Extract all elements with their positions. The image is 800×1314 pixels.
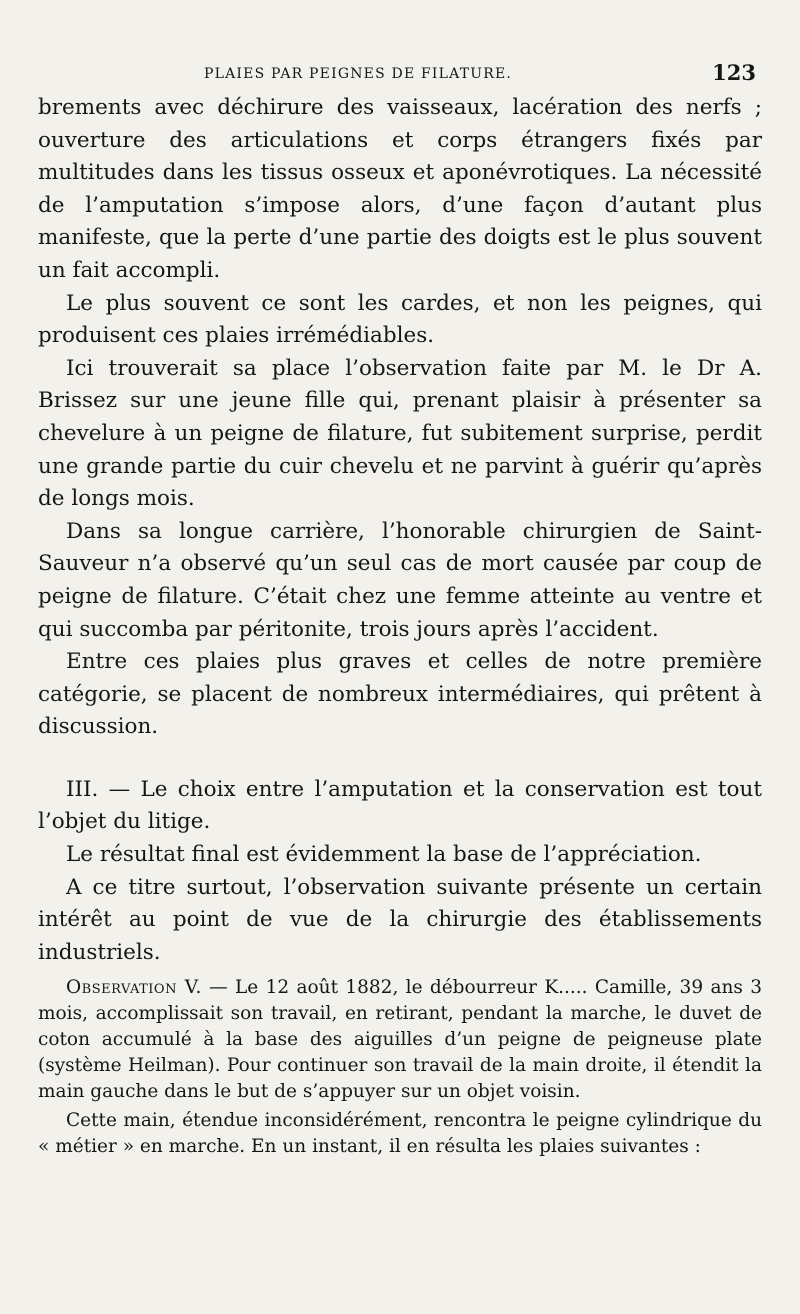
page: [38, 58, 762, 1160]
body-text: [38, 92, 762, 969]
paragraph: Entre ces plaies plus graves et celles de notre première catégorie, se placent de nombreux intermédiaires, qui prêtent à discussion.: [38, 649, 762, 740]
observation-continuation: Cette main, étendue inconsidérément, rencontra le peigne cylindrique du « métier » en marche. En un instant, il en résulta les plaies suivantes :: [38, 1110, 762, 1158]
paragraph: Ici trouverait sa place l’observation faite par M. le Dr A. Brissez sur une jeune fille qui, prenant plaisir à présenter sa chevelure à un peigne de filature, fut subitement surprise, perdit une grande partie du cuir chevelu et ne parvint à guérir qu’après de longs mois.: [38, 355, 762, 512]
observation-label: Observation V.: [66, 977, 202, 999]
paragraph: Le résultat final est évidemment la base de l’appréciation.: [66, 842, 702, 868]
page-number: 123: [712, 60, 756, 85]
observation-paragraph: [38, 975, 762, 1104]
observation-block: [38, 975, 762, 1160]
paragraph: brements avec déchirure des vaisseaux, lacération des nerfs ; ouverture des articulations et corps étrangers fixés par multitudes dans les tissus osseux et aponévrotiques. La nécessité de l’amputation s’impose alors, d’une façon d’autant plus manifeste, que la perte d’une partie des doigts est le plus souvent un fait accompli.: [38, 95, 762, 283]
paragraph: Le plus souvent ce sont les cardes, et non les peignes, qui produisent ces plaies irrémédiables.: [38, 290, 762, 349]
running-title: PLAIES PAR PEIGNES DE FILATURE.: [204, 66, 513, 82]
paragraph: A ce titre surtout, l’observation suivante présente un certain intérêt au point de vue de la chirurgie des établissements industriels.: [38, 874, 762, 965]
section-paragraph: III. — Le choix entre l’amputation et la conservation est tout l’objet du litige.: [38, 776, 762, 835]
paragraph: Dans sa longue carrière, l’honorable chirurgien de Saint-Sauveur n’a observé qu’un seul cas de mort causée par coup de peigne de filature. C’était chez une femme atteinte au ventre et qui succomba par péritonite, trois jours après l’accident.: [38, 518, 762, 642]
observation-text: — Le 12 août 1882, le débourreur K..... Camille, 39 ans 3 mois, accomplissait son travail, en retirant, pendant la marche, le duvet de coton accumulé à la base des aiguilles d’un peigne de peigneuse plate (système Heilman). Pour continuer son travail de la main droite, il étendit la main gauche dans le but de s’appuyer sur un objet voisin.: [38, 977, 762, 1102]
section-gap: [38, 744, 762, 774]
running-head: [38, 58, 762, 92]
